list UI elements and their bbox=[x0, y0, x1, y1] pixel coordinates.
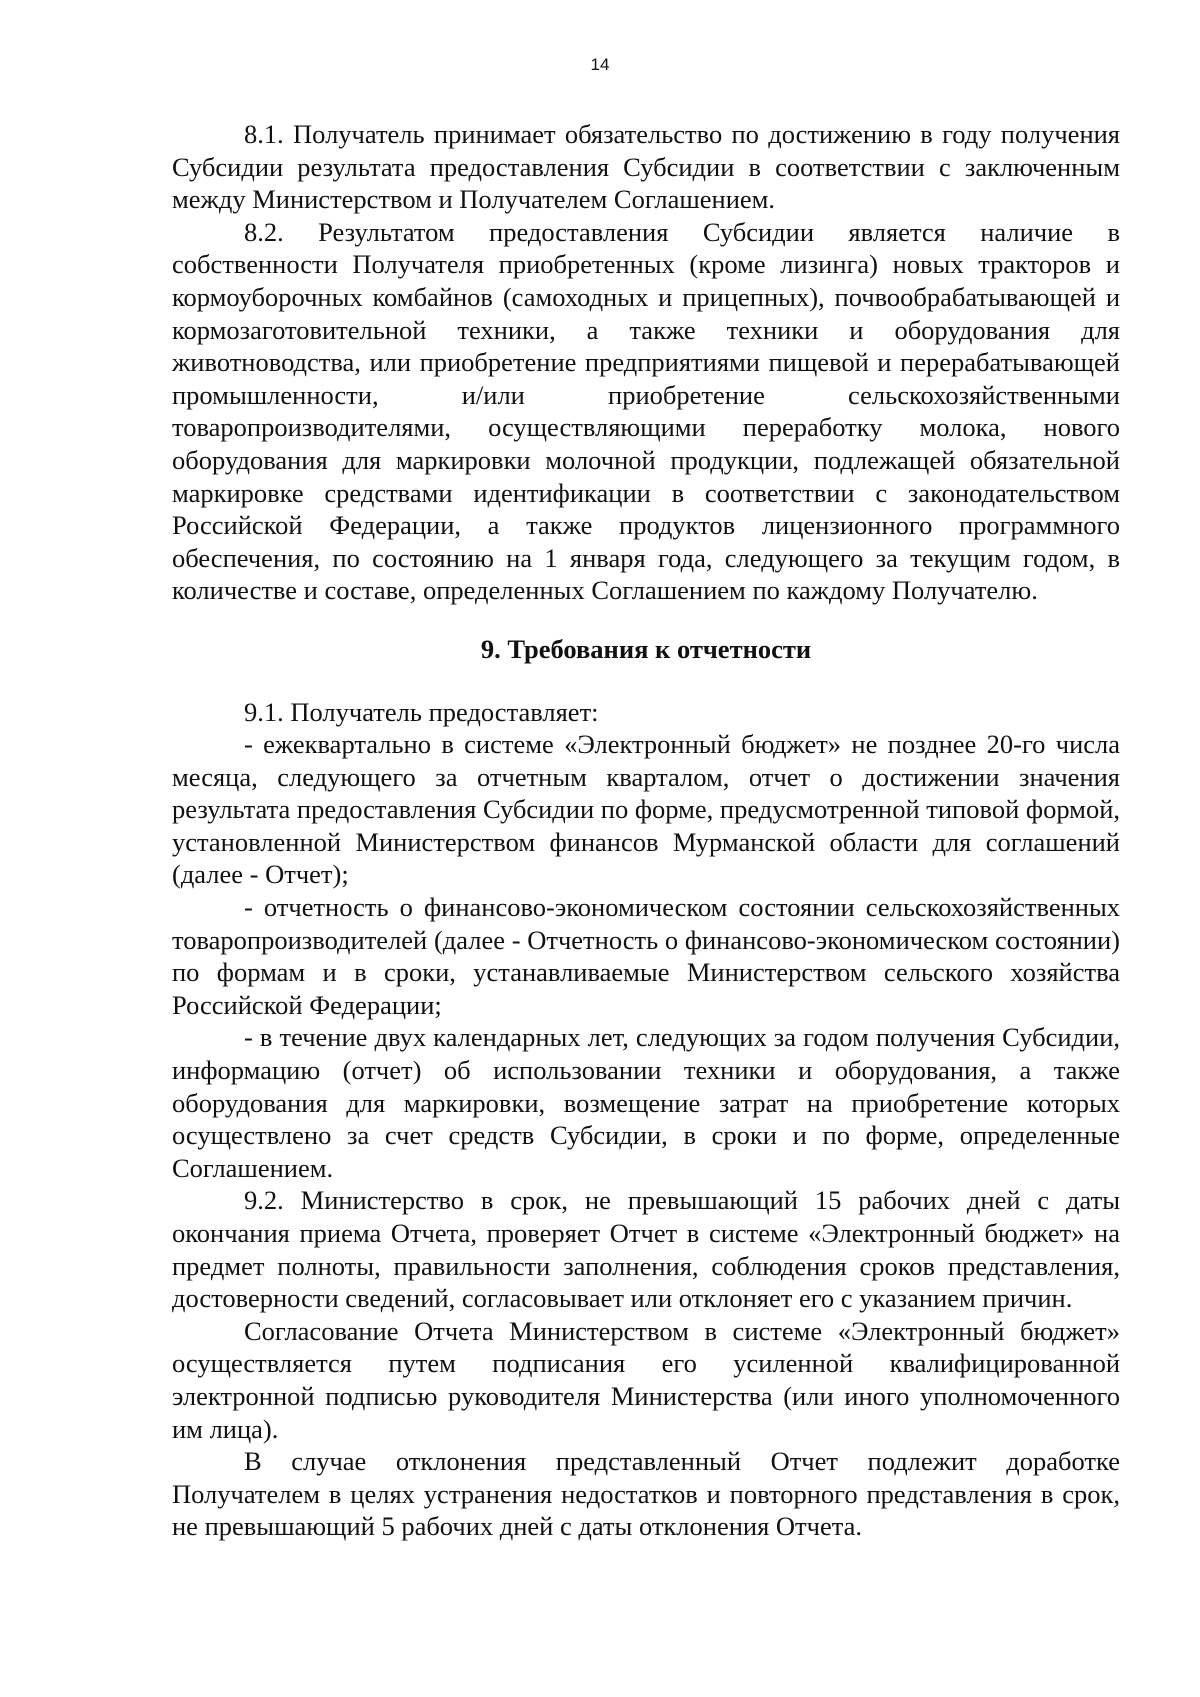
paragraph-9-1-quarterly-report: - ежеквартально в системе «Электронный бюджет» не позднее 20-го числа месяца, следующего за отчетным кварталом, отчет о достижении значения результата предоставления Субсидии по форме, предусмотренной типовой формой, установленной Министерством финансов Мурманской области для соглашений (далее - Отчет); bbox=[172, 729, 1120, 890]
section-9-heading: 9. Требования к отчетности bbox=[480, 633, 812, 664]
paragraph-9-1: 9.1. Получатель предоставляет: bbox=[244, 696, 599, 727]
document-body bbox=[172, 118, 1120, 1543]
page-number: 14 bbox=[590, 55, 610, 74]
paragraph-9-1-usage-report: - в течение двух календарных лет, следующих за годом получения Субсидии, информацию (отчет) об использовании техники и оборудования, а также оборудования для маркировки, возмещение затрат на приобретение которых осуществлено за счет средств Субсидии, в сроки и по форме, определенные Соглашением. bbox=[172, 1022, 1120, 1183]
paragraph-9-2: 9.2. Министерство в срок, не превышающий 15 рабочих дней с даты окончания приема Отчета, проверяет Отчет в системе «Электронный бюджет» на предмет полноты, правильности заполнения, соблюдения сроков представления, достоверности сведений, согласовывает или отклоняет его с указанием причин. bbox=[172, 1185, 1120, 1314]
paragraph-report-rejection: В случае отклонения представленный Отчет подлежит доработке Получателем в целях устранения недостатков и повторного представления в срок, не превышающий 5 рабочих дней с даты отклонения Отчета. bbox=[172, 1446, 1120, 1542]
paragraph-8-2: 8.2. Результатом предоставления Субсидии является наличие в собственности Получателя приобретенных (кроме лизинга) новых тракторов и кормоуборочных комбайнов (самоходных и прицепных), почвообрабатывающей и кормозаготовительной техники, а также техники и оборудования для животноводства, или приобретение предприятиями пищевой и перерабатывающей промышленности, и/или приобретение сельскохозяйственными товаропроизводителями, осуществляющими переработку молока, нового оборудования для маркировки молочной продукции, подлежащей обязательной маркировке средствами идентификации в соответствии с законодательством Российской Федерации, а также продуктов лицензионного программного обеспечения, по состоянию на 1 января года, следующего за текущим годом, в количестве и составе, определенных Соглашением по каждому Получателю. bbox=[172, 216, 1120, 606]
paragraph-8-1: 8.1. Получатель принимает обязательство по достижению в году получения Субсидии результата предоставления Субсидии в соответствии с заключенным между Министерством и Получателем Соглашением. bbox=[172, 119, 1120, 215]
paragraph-9-1-financial-report: - отчетность о финансово-экономическом состоянии сельскохозяйственных товаропроизводителей (далее - Отчетность о финансово-экономическом состоянии) по формам и в сроки, устанавливаемые Министерством сельского хозяйства Российской Федерации; bbox=[172, 892, 1120, 1020]
paragraph-report-approval: Согласование Отчета Министерством в системе «Электронный бюджет» осуществляется путем подписания его усиленной квалифицированной электронной подписью руководителя Министерства (или иного уполномоченного им лица). bbox=[172, 1315, 1120, 1444]
